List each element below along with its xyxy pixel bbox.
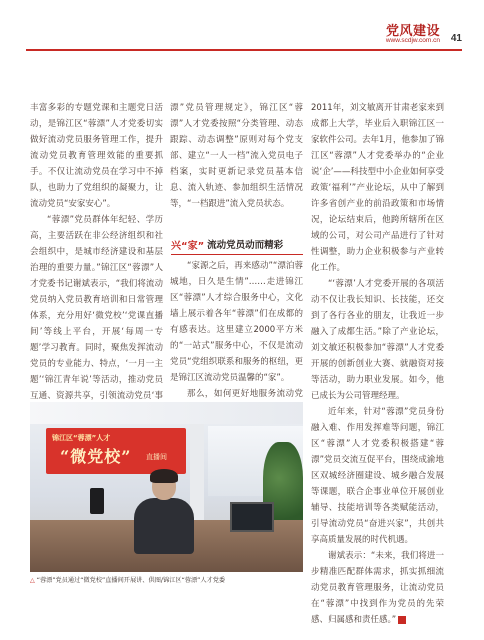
paragraph-text: 2011年，刘文敏离开甘肃老家来到成都上大学，毕业后入职锦江区一家软件公司。去年1月，他参加了锦江区“蓉漂”人才党委举办的“企业说‘企’——科技型中小企业如何享受政策‘福利’”产业论坛，从中了解到许多省创产业的前沿政策和市场情况，论坛结束后，他跨所辖所在区域的公司，对公司产品进行了针对性调整，助力企业积极参与产业转化工作。 — [311, 103, 444, 273]
paragraph-text: 丰富多彩的专题党课和主题党日活动，是锦江区“蓉漂”人才党委切实做好流动党员服务管理工作，提升流动党员教育管理效能的重要抓手。不仅让流动党员在学习中不掉队，也助力了党组织的凝聚力，让流动党员“安家安心”。 — [30, 103, 163, 209]
paragraph — [170, 100, 303, 212]
paragraph — [170, 258, 303, 386]
magazine-logo: 党风建设 — [385, 24, 440, 39]
caption-text: “蓉漂”党员通过“微党校”直播间开展讲、供图/锦江区“蓉漂”人才党委 — [36, 577, 226, 584]
photo-presenter — [128, 472, 198, 552]
text-column-1 — [30, 100, 163, 400]
photo-banner-org: 锦江区“蓉漂”人才 — [52, 434, 111, 442]
page-number: 41 — [450, 33, 462, 44]
paragraph-text: “家源之后，再来感动”“漂泊蓉城地，日久是生情”……走进锦江区“蓉漂”人才综合服务中心，文化墙上展示着各年“蓉漂”们在成都的有感表达。这里建立2000平方米的“一站式”服务中心，不仅是流动党员“党组织联系和服务的枢纽，更是锦江区流动党员温馨的“家”。 — [170, 261, 303, 383]
paragraph-text: 近年来，针对“蓉漂”党员身份融入难、作用发挥难等问题，锦江区“蓉漂”人才党委积极搭建“蓉漂”党员交流互促平台，围绕成渝地区双城经济圈建设、城乡融合发展等课题，联合企事业单位开展创业辅导、技能培训等各类赋能活动，引导流动党员“奋进兴家”，共创共享高质量发展的时代机遇。 — [311, 407, 444, 545]
paragraph — [311, 100, 444, 276]
header-rule — [26, 49, 462, 51]
photo-caption — [30, 576, 310, 586]
paragraph — [311, 548, 444, 628]
photo-phone — [90, 488, 104, 514]
photo-banner — [46, 428, 186, 474]
article-end-mark — [398, 616, 406, 624]
photo-banner-sub: 直播间 — [146, 453, 167, 461]
photo-monitor — [230, 502, 274, 532]
paragraph-text: “蓉漂”党员群体年纪轻、学历高，主要活跃在非公经济组织和社会组织中，是城市经济建设和基层治理的重要力量。”锦江区“蓉漂”人才党委书记谢斌表示，“我们将流动党员纳入党员教育培训和日常管理体系，充分用好‘微党校’‘党课直播间’等线上平台，开展‘每周一专题’学习教育。同时，聚焦发挥流动党员的专业能力、特点，‘一月一主题’‘锦江青年说’等活动，推动党员互通、资源共享，引领流动党员‘事 — [30, 215, 163, 401]
paragraph-text: 漂”党员管理规定》，锦江区“蓉漂”人才党委按照“分类管理、动态跟踪、动态调整”原则对每个党支部、建立“一人一档”流入党员电子档案，实时更新记录党员基本信息、流入轨迹、参加组织生活情况等，“一档跟进”流入党员状态。 — [170, 103, 303, 209]
magazine-url: www.scdjw.com.cn — [385, 37, 440, 44]
text-column-2 — [170, 100, 303, 240]
paragraph — [30, 212, 163, 420]
paragraph — [311, 404, 444, 548]
subhead-mark: 兴“家” — [171, 240, 205, 252]
subhead-underline — [171, 254, 303, 255]
subhead-title: 流动党员动而精彩 — [207, 240, 284, 251]
article-photo — [30, 402, 303, 572]
paragraph — [311, 276, 444, 404]
presenter-body — [134, 498, 194, 554]
section-subhead — [171, 235, 303, 253]
paragraph-text: 那么，如何更好地服务流动党 — [187, 389, 303, 399]
text-column-3 — [311, 100, 444, 640]
photo-ceiling — [30, 402, 303, 424]
caption-triangle-icon: △ — [30, 577, 35, 584]
paragraph-text: “‘蓉漂’人才党委开展的各项活动不仅让我长知识、长技能，还交到了各行各业的朋友，让我近一步融入了成都生活。”除了产业论坛，刘文敏还积极参加“蓉漂”人才党委开展的创新创业大赛、就融资对接等活动，助力职业发展。如今，他已成长为公司管理经理。 — [311, 279, 444, 401]
presenter-hair — [150, 469, 178, 483]
paragraph — [30, 100, 163, 212]
photo-banner-title: “微党校” — [60, 447, 132, 466]
paragraph-text: 谢斌表示：“未来，我们将进一步精准匹配群体需求，抓实抓细流动党员教育管理服务，让流动党员在“蓉漂”中找到作为党员的先荣感、归属感和责任感。” — [311, 551, 444, 625]
text-column-2-lower — [170, 258, 303, 400]
